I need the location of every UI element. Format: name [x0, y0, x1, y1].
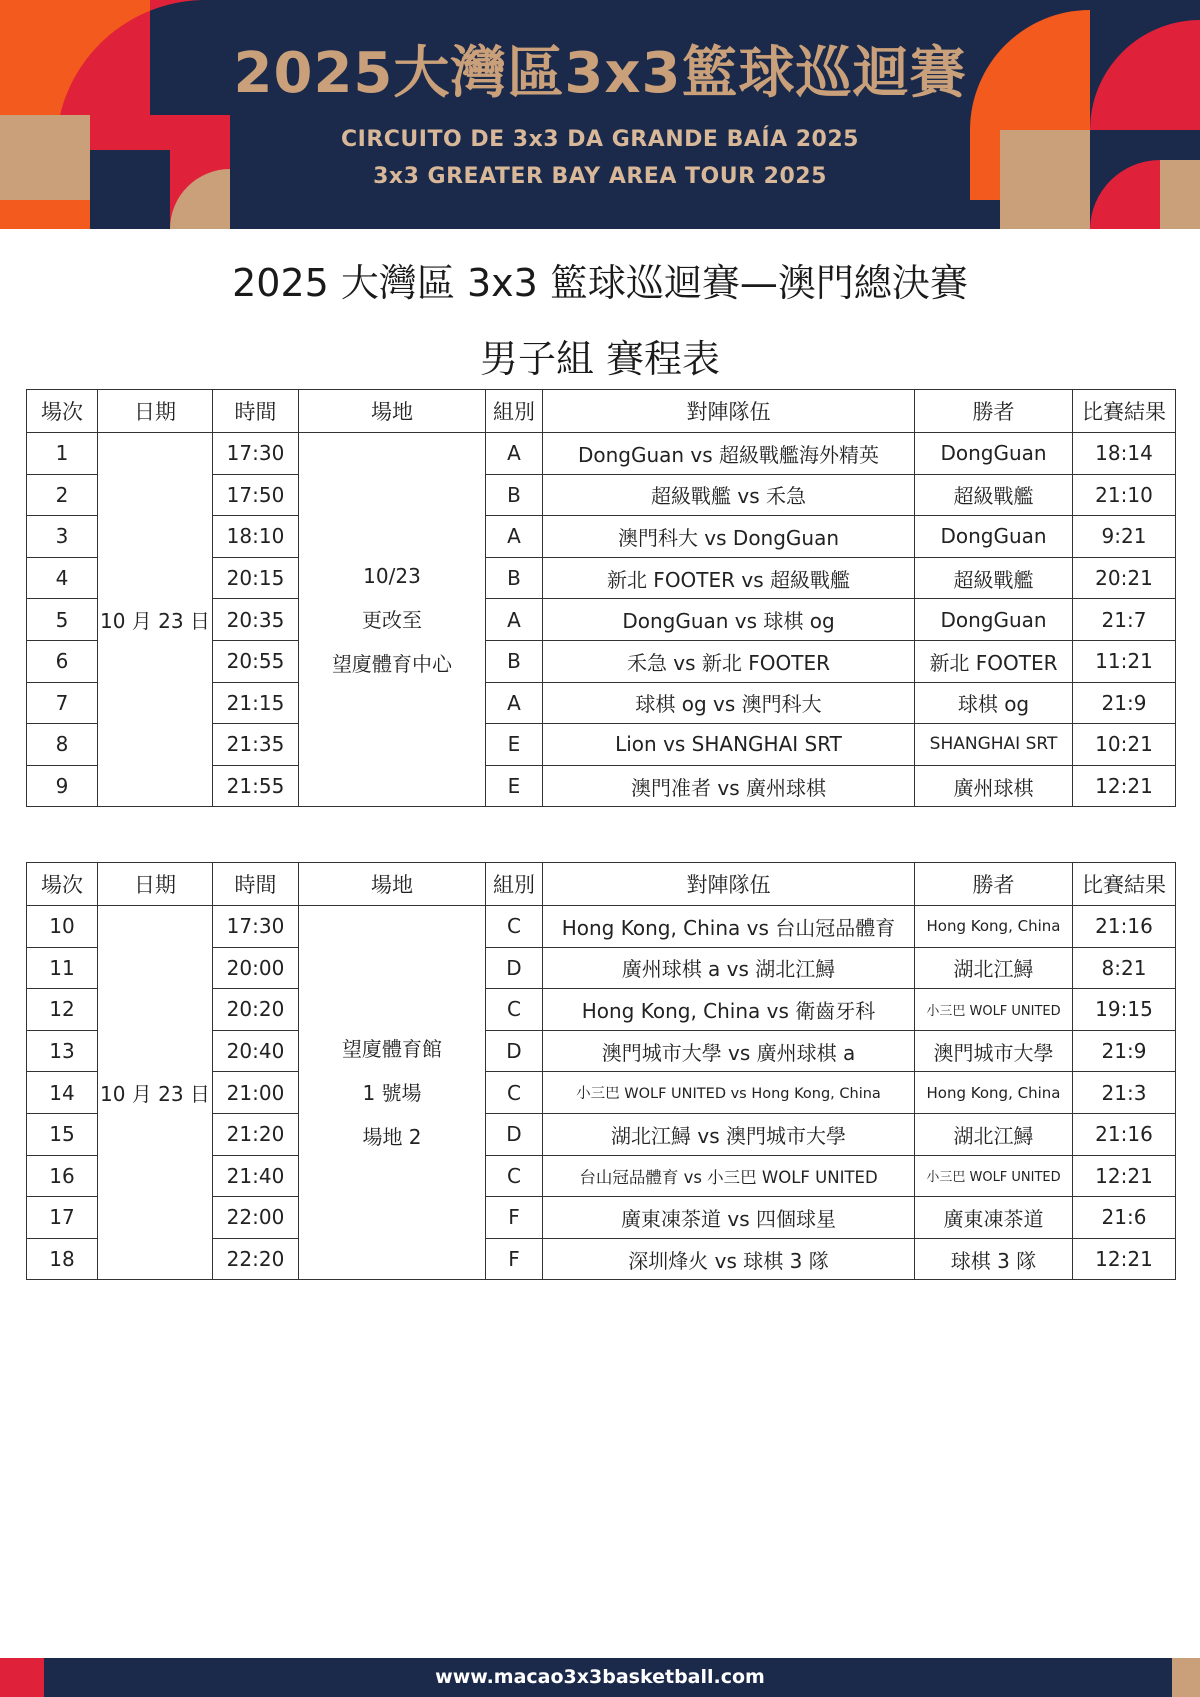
match-group: C [486, 906, 543, 948]
match-number: 5 [27, 599, 98, 641]
page-title: 2025 大灣區 3x3 籃球巡迴賽—澳門總決賽 [232, 261, 968, 305]
match-group: C [486, 1072, 543, 1114]
match-result: 21:9 [1073, 1030, 1176, 1072]
column-header-winner: 勝者 [915, 863, 1073, 906]
match-time: 17:50 [213, 474, 299, 516]
match-number: 14 [27, 1072, 98, 1114]
column-header-date: 日期 [98, 863, 213, 906]
match-teams: 超級戰艦 vs 禾急 [543, 474, 915, 516]
column-header-match: 對陣隊伍 [543, 390, 915, 433]
match-teams: 台山冠品體育 vs 小三巴 WOLF UNITED [543, 1155, 915, 1197]
match-time: 22:20 [213, 1238, 299, 1280]
match-teams: DongGuan vs 超級戰艦海外精英 [543, 433, 915, 475]
venue-line-3: 場地 2 [362, 1124, 422, 1149]
match-time: 21:15 [213, 682, 299, 724]
match-teams: DongGuan vs 球棋 og [543, 599, 915, 641]
page-subtitle: 男子組 賽程表 [479, 337, 721, 381]
match-result: 11:21 [1073, 640, 1176, 682]
match-winner: 小三巴 WOLF UNITED [915, 989, 1073, 1031]
match-group: A [486, 433, 543, 475]
match-winner: 廣州球棋 [915, 765, 1073, 807]
match-winner: Hong Kong, China [915, 906, 1073, 948]
match-winner: 新北 FOOTER [915, 640, 1073, 682]
header-banner [0, 0, 1200, 229]
match-venue [299, 906, 486, 1280]
match-group: F [486, 1197, 543, 1239]
match-teams: 廣東凍茶道 vs 四個球星 [543, 1197, 915, 1239]
footer-website-link[interactable]: www.macao3x3basketball.com [435, 1666, 765, 1688]
match-group: E [486, 724, 543, 766]
column-header-match: 對陣隊伍 [543, 863, 915, 906]
match-teams: 湖北江鱘 vs 澳門城市大學 [543, 1113, 915, 1155]
match-result: 21:6 [1073, 1197, 1176, 1239]
match-result: 9:21 [1073, 516, 1176, 558]
match-number: 16 [27, 1155, 98, 1197]
match-number: 18 [27, 1238, 98, 1280]
match-result: 8:21 [1073, 947, 1176, 989]
match-result: 12:21 [1073, 1155, 1176, 1197]
venue-line-1: 望廈體育館 [342, 1036, 442, 1061]
column-header-venue: 場地 [299, 390, 486, 433]
match-time: 20:35 [213, 599, 299, 641]
match-number: 17 [27, 1197, 98, 1239]
match-time: 21:40 [213, 1155, 299, 1197]
match-teams: Hong Kong, China vs 衛齒牙科 [543, 989, 915, 1031]
match-result: 21:7 [1073, 599, 1176, 641]
column-header-no: 場次 [27, 863, 98, 906]
match-time: 21:20 [213, 1113, 299, 1155]
match-time: 20:15 [213, 557, 299, 599]
table-header-row [27, 390, 1176, 433]
match-winner: 湖北江鱘 [915, 947, 1073, 989]
match-winner: 球棋 og [915, 682, 1073, 724]
match-winner: 超級戰艦 [915, 474, 1073, 516]
match-teams: 澳門科大 vs DongGuan [543, 516, 915, 558]
match-winner: 廣東凍茶道 [915, 1197, 1073, 1239]
match-number: 1 [27, 433, 98, 475]
match-teams: 廣州球棋 a vs 湖北江鱘 [543, 947, 915, 989]
banner-subtitle-pt: CIRCUITO DE 3x3 DA GRANDE BAÍA 2025 [341, 127, 859, 152]
match-winner: SHANGHAI SRT [915, 724, 1073, 766]
match-result: 12:21 [1073, 765, 1176, 807]
column-header-result: 比賽結果 [1073, 863, 1176, 906]
match-time: 20:55 [213, 640, 299, 682]
match-time: 17:30 [213, 906, 299, 948]
match-number: 15 [27, 1113, 98, 1155]
match-time: 21:55 [213, 765, 299, 807]
venue-line-2: 1 號場 [362, 1080, 422, 1105]
match-result: 20:21 [1073, 557, 1176, 599]
match-group: D [486, 1030, 543, 1072]
column-header-result: 比賽結果 [1073, 390, 1176, 433]
match-number: 4 [27, 557, 98, 599]
match-time: 18:10 [213, 516, 299, 558]
match-number: 2 [27, 474, 98, 516]
match-winner: 湖北江鱘 [915, 1113, 1073, 1155]
column-header-venue: 場地 [299, 863, 486, 906]
match-group: B [486, 640, 543, 682]
match-group: D [486, 1113, 543, 1155]
venue-line-1: 10/23 [363, 563, 421, 588]
column-header-time: 時間 [213, 390, 299, 433]
banner-subtitle-en: 3x3 GREATER BAY AREA TOUR 2025 [373, 164, 827, 189]
match-number: 6 [27, 640, 98, 682]
match-number: 11 [27, 947, 98, 989]
footer-bar [0, 1658, 1200, 1697]
banner-decoration-left [0, 0, 250, 229]
match-teams: 新北 FOOTER vs 超級戰艦 [543, 557, 915, 599]
match-group: A [486, 682, 543, 724]
match-number: 8 [27, 724, 98, 766]
match-number: 9 [27, 765, 98, 807]
match-group: F [486, 1238, 543, 1280]
match-result: 19:15 [1073, 989, 1176, 1031]
match-time: 20:20 [213, 989, 299, 1031]
table-header-row [27, 863, 1176, 906]
column-header-no: 場次 [27, 390, 98, 433]
match-number: 10 [27, 906, 98, 948]
match-time: 22:00 [213, 1197, 299, 1239]
venue-line-3: 望廈體育中心 [332, 651, 452, 676]
match-time: 20:00 [213, 947, 299, 989]
match-winner: DongGuan [915, 516, 1073, 558]
match-venue [299, 433, 486, 807]
match-result: 21:16 [1073, 906, 1176, 948]
match-group: A [486, 599, 543, 641]
column-header-date: 日期 [98, 390, 213, 433]
match-group: D [486, 947, 543, 989]
match-winner: 澳門城市大學 [915, 1030, 1073, 1072]
match-result: 10:21 [1073, 724, 1176, 766]
match-winner: 球棋 3 隊 [915, 1238, 1073, 1280]
match-result: 18:14 [1073, 433, 1176, 475]
banner-decoration-right [970, 0, 1200, 229]
match-teams: Lion vs SHANGHAI SRT [543, 724, 915, 766]
table-row [27, 906, 1176, 948]
match-number: 12 [27, 989, 98, 1031]
match-number: 7 [27, 682, 98, 724]
match-teams: Hong Kong, China vs 台山冠品體育 [543, 906, 915, 948]
match-winner: 超級戰艦 [915, 557, 1073, 599]
schedule-table-2 [26, 862, 1176, 1280]
match-winner: DongGuan [915, 433, 1073, 475]
match-date: 10 月 23 日 [98, 906, 213, 1280]
match-teams: 澳門城市大學 vs 廣州球棋 a [543, 1030, 915, 1072]
match-group: B [486, 557, 543, 599]
match-result: 21:3 [1073, 1072, 1176, 1114]
match-time: 20:40 [213, 1030, 299, 1072]
match-teams: 深圳烽火 vs 球棋 3 隊 [543, 1238, 915, 1280]
venue-line-2: 更改至 [362, 607, 422, 632]
match-teams: 禾急 vs 新北 FOOTER [543, 640, 915, 682]
match-number: 3 [27, 516, 98, 558]
match-group: A [486, 516, 543, 558]
match-group: C [486, 1155, 543, 1197]
match-group: E [486, 765, 543, 807]
schedule-table-1 [26, 389, 1176, 807]
match-teams: 澳門准者 vs 廣州球棋 [543, 765, 915, 807]
match-date: 10 月 23 日 [98, 433, 213, 807]
match-winner: DongGuan [915, 599, 1073, 641]
match-result: 21:16 [1073, 1113, 1176, 1155]
match-group: C [486, 989, 543, 1031]
match-teams: 球棋 og vs 澳門科大 [543, 682, 915, 724]
match-winner: 小三巴 WOLF UNITED [915, 1155, 1073, 1197]
match-time: 21:00 [213, 1072, 299, 1114]
column-header-time: 時間 [213, 863, 299, 906]
match-result: 12:21 [1073, 1238, 1176, 1280]
match-winner: Hong Kong, China [915, 1072, 1073, 1114]
match-time: 17:30 [213, 433, 299, 475]
column-header-winner: 勝者 [915, 390, 1073, 433]
banner-title: 2025大灣區3x3籃球巡迴賽 [233, 41, 967, 106]
match-group: B [486, 474, 543, 516]
match-time: 21:35 [213, 724, 299, 766]
column-header-group: 組別 [486, 390, 543, 433]
table-row [27, 433, 1176, 475]
match-result: 21:9 [1073, 682, 1176, 724]
match-teams: 小三巴 WOLF UNITED vs Hong Kong, China [543, 1072, 915, 1114]
match-result: 21:10 [1073, 474, 1176, 516]
match-number: 13 [27, 1030, 98, 1072]
column-header-group: 組別 [486, 863, 543, 906]
